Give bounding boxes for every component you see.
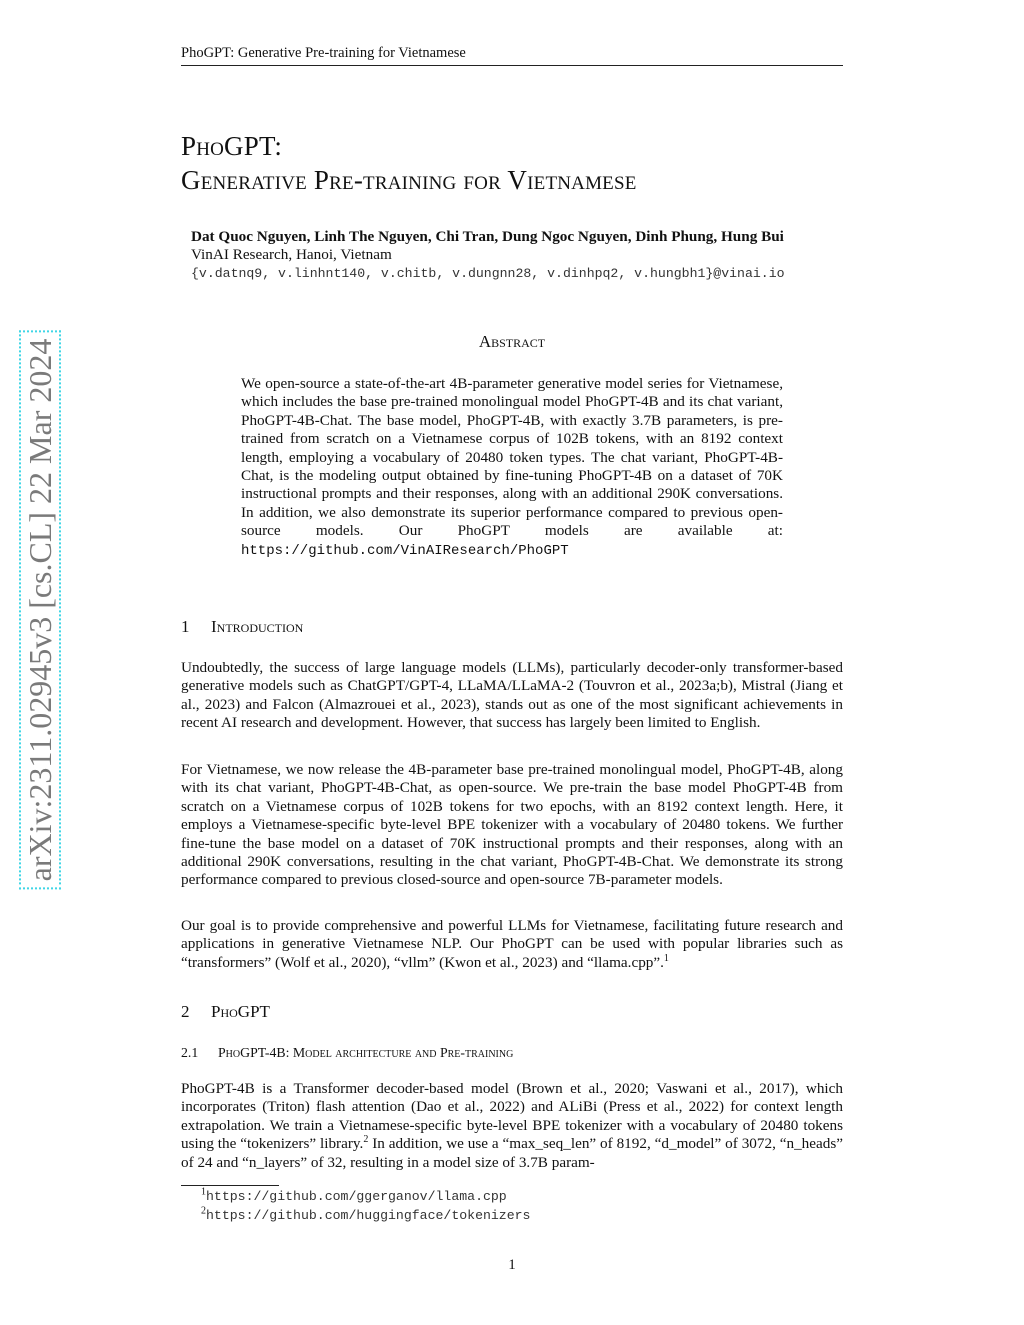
intro-paragraph-3 — [181, 917, 843, 972]
running-header: PhoGPT: Generative Pre-training for Vietnamese — [181, 45, 466, 61]
section-2-1-paragraph — [181, 1080, 843, 1172]
footnote-mark: 1 — [201, 1186, 206, 1198]
footnote-rule — [181, 1185, 279, 1186]
page-number: 1 — [508, 1257, 516, 1273]
intro-paragraph-3-text: Our goal is to provide comprehensive and powerful LLMs for Vietnamese, facilitating future research and applications in generative Vietnamese NLP. Our PhoGPT can be used with popular libraries such as “transformers” (Wolf et al., 2020), “vllm” (Kwon et al., 2023) and “llama.cpp”. — [181, 917, 843, 971]
subsection-title: PhoGPT-4B: Model architecture and Pre-training — [218, 1045, 514, 1060]
emails: {v.datnq9, v.linhnt140, v.chitb, v.dungnn28, v.dinhpq2, v.hungbh1}@vinai.io — [191, 266, 785, 281]
footnote-link[interactable]: https://github.com/huggingface/tokenizers — [206, 1208, 531, 1223]
section-number: 1 — [181, 617, 190, 636]
footnote-1 — [201, 1186, 507, 1204]
paragraph-text-part-2: In addition, we use a “max_seq_len” of 8192, “d_model” of 3072, “n_heads” of 24 and “n_layers” of 32, resulting in a model size of 3.7B param- — [181, 1135, 843, 1171]
section-1-heading — [181, 617, 303, 637]
header-rule — [181, 65, 843, 66]
section-2-heading — [181, 1002, 270, 1022]
footnote-mark: 2 — [201, 1205, 206, 1217]
arxiv-stamp[interactable]: arXiv:2311.02945v3 [cs.CL] 22 Mar 2024 — [19, 331, 61, 890]
footnote-2 — [201, 1205, 531, 1223]
title-line-2: Generative Pre-training for Vietnamese — [181, 165, 637, 195]
title-line-1: PhoGPT: — [181, 131, 283, 161]
footnote-mark[interactable]: 1 — [663, 952, 669, 964]
section-title: Introduction — [211, 617, 304, 636]
abstract-body — [241, 375, 783, 560]
abstract-url-link[interactable]: https://github.com/VinAIResearch/PhoGPT — [241, 542, 569, 559]
footnote-mark[interactable]: 2 — [363, 1134, 369, 1146]
affiliation: VinAI Research, Hanoi, Vietnam — [191, 246, 392, 263]
section-title: PhoGPT — [211, 1002, 270, 1021]
intro-paragraph-2: For Vietnamese, we now release the 4B-parameter base pre-trained monolingual model, PhoGPT-4B, along with its chat variant, PhoGPT-4B-Chat, as open-source. We pre-train the base model PhoGPT-4B from scratch on a Vietnamese corpus of 102B tokens for two epochs, with an 8192 context length. Here, it employs a Vietnamese-specific byte-level BPE tokenizer with a vocabulary of 20480 tokens. We further fine-tune the base model on a dataset of 70K instructional prompts and their responses, along with an additional 290K conversations, resulting in the chat variant, PhoGPT-4B-Chat. We demonstrate its strong performance compared to previous closed-source and open-source 7B-parameter models. — [181, 761, 843, 889]
intro-paragraph-1: Undoubtedly, the success of large language models (LLMs), particularly decoder-only transformer-based generative models such as ChatGPT/GPT-4, LLaMA/LLaMA-2 (Touvron et al., 2023a;b), Mistral (Jiang et al., 2023) and Falcon (Almazrouei et al., 2023), stands out as one of the most significant achievements in recent AI research and development. However, that success has largely been limited to English. — [181, 659, 843, 732]
abstract-heading: Abstract — [478, 332, 546, 351]
subsection-number: 2.1 — [181, 1045, 199, 1060]
abstract-text: We open-source a state-of-the-art 4B-parameter generative model series for Vietnamese, which includes the base pre-trained monolingual model PhoGPT-4B and its chat variant, PhoGPT-4B-Chat. The base model, PhoGPT-4B, with exactly 3.7B parameters, is pre-trained from scratch on a Vietnamese corpus of 102B tokens, with an 8192 context length, employing a vocabulary of 20480 token types. The chat variant, PhoGPT-4B-Chat, is the modeling output obtained by fine-tuning PhoGPT-4B on a dataset of 70K instructional prompts and their responses, along with an additional 290K conversations. In addition, we also demonstrate its superior performance compared to previous open-source models. Our PhoGPT models are available at: — [241, 375, 783, 540]
subsection-2-1-heading — [181, 1045, 513, 1061]
paragraph-text-part-1: PhoGPT-4B is a Transformer decoder-based model (Brown et al., 2020; Vaswani et al., 2017), which incorporates (Triton) flash attention (Dao et al., 2022) and ALiBi (Press et al., 2022) for context length extrapolation. We train a Vietnamese-specific byte-level BPE tokenizer with a vocabulary of 20480 tokens using the “tokenizers” library. — [181, 1080, 843, 1153]
footnote-link[interactable]: https://github.com/ggerganov/llama.cpp — [206, 1189, 507, 1204]
section-number: 2 — [181, 1002, 190, 1021]
authors: Dat Quoc Nguyen, Linh The Nguyen, Chi Tran, Dung Ngoc Nguyen, Dinh Phung, Hung Bui — [191, 228, 784, 245]
